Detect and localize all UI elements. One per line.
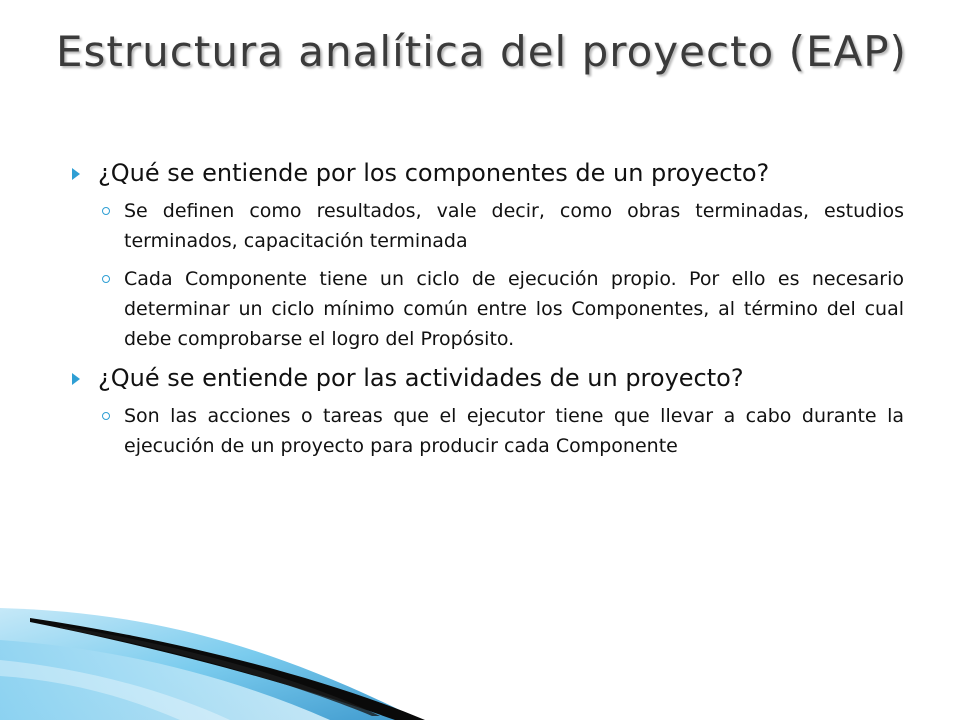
ring-bullet-icon: [102, 412, 110, 420]
sub-bullet-item: [72, 401, 904, 461]
ring-bullet-icon: [102, 275, 110, 283]
sub-bullet-text: Se definen como resultados, vale decir, como obras terminadas, estudios terminados, capacitación terminada: [124, 200, 904, 252]
bullet-text: ¿Qué se entiende por las actividades de un proyecto?: [98, 364, 744, 392]
bullet-item-components: [72, 157, 904, 190]
sub-bullet-item: [72, 264, 904, 354]
bullet-text: ¿Qué se entiende por los componentes de un proyecto?: [98, 159, 770, 187]
sub-bullet-text: Cada Componente tiene un ciclo de ejecución propio. Por ello es necesario determinar un ciclo mínimo común entre los Componentes, al término del cual debe comprobarse el logro del Propósito.: [124, 268, 904, 350]
sub-bullet-text: Son las acciones o tareas que el ejecutor tiene que llevar a cabo durante la ejecución de un proyecto para producir cada Componente: [124, 405, 904, 457]
ring-bullet-icon: [102, 207, 110, 215]
arrow-right-icon: [72, 168, 80, 180]
slide-content: [72, 157, 904, 469]
arrow-right-icon: [72, 373, 80, 385]
slide-title: Estructura analítica del proyecto (EAP): [56, 27, 907, 76]
bullet-item-activities: [72, 362, 904, 395]
sub-bullet-item: [72, 196, 904, 256]
